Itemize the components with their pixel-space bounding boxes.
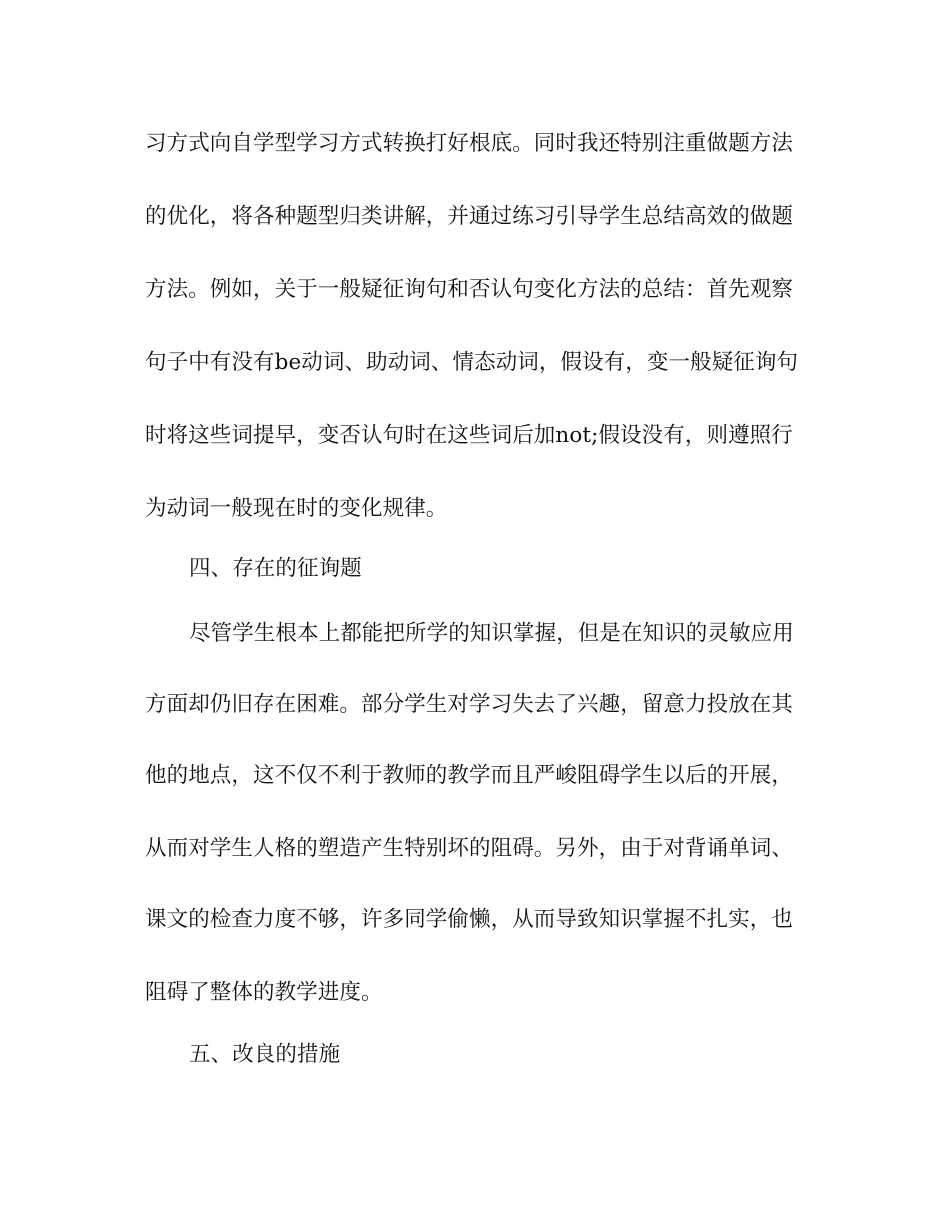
paragraph-line: 尽管学生根本上都能把所学的知识掌握，但是在知识的灵敏应用 <box>189 621 794 646</box>
paragraph-line: 习方式向自学型学习方式转换打好根底。同时我还特别注重做题方法 <box>145 131 794 156</box>
paragraph-line: 时将这些词提早，变否认句时在这些词后加not;假设没有，则遵照行 <box>145 423 793 448</box>
paragraph-line: 从而对学生人格的塑造产生特别坏的阻碍。另外，由于对背诵单词、 <box>145 836 794 861</box>
paragraph-line: 方面却仍旧存在困难。部分学生对学习失去了兴趣，留意力投放在其 <box>145 692 794 717</box>
paragraph-line: 他的地点，这不仅不利于教师的教学而且严峻阻碍学生以后的开展， <box>145 763 794 788</box>
paragraph-line: 为动词一般现在时的变化规律。 <box>145 496 448 521</box>
paragraph-line: 阻碍了整体的教学进度。 <box>145 980 383 1005</box>
paragraph-line: 的优化，将各种题型归类讲解，并通过练习引导学生总结高效的做题 <box>145 204 794 229</box>
paragraph-line: 句子中有没有be动词、助动词、情态动词，假设有，变一般疑征询句 <box>145 350 799 375</box>
section-heading: 四、存在的征询题 <box>189 556 362 581</box>
paragraph-line: 方法。例如，关于一般疑征询句和否认句变化方法的总结：首先观察 <box>145 277 794 302</box>
paragraph-line: 课文的检查力度不够，许多同学偷懒，从而导致知识掌握不扎实，也 <box>145 907 794 932</box>
section-heading: 五、改良的措施 <box>189 1042 341 1067</box>
